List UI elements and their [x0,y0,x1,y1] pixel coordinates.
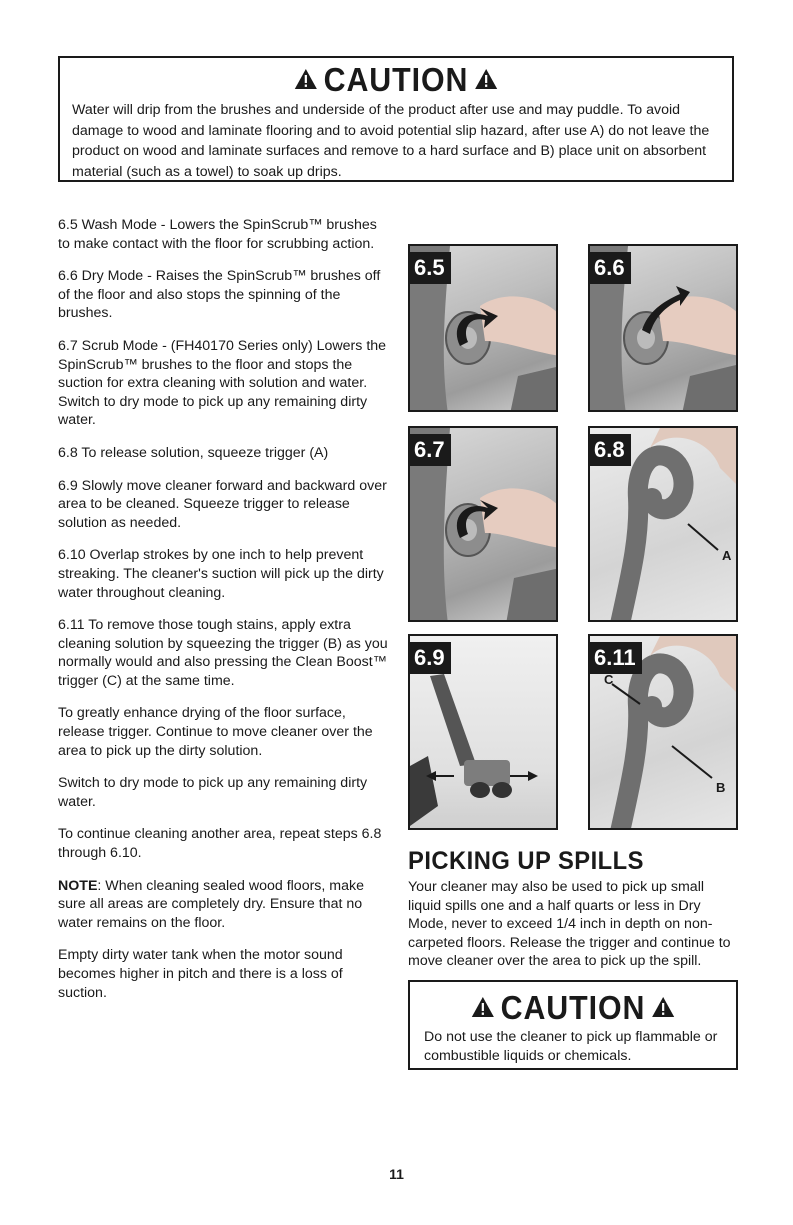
caution-box-top [58,56,734,182]
step-6-6: 6.6 Dry Mode - Raises the SpinScrub™ brushes off of the floor and also stops the spinning of the brushes. [58,268,381,322]
continue-tip: To continue cleaning another area, repeat steps 6.8 through 6.10. [58,826,382,862]
caution-heading [98,60,694,100]
spills-body-text: Your cleaner may also be used to pick up small liquid spills one and a half quarts or less in Dry Mode, never to exceed 1/4 inch in depth on non-carpeted floors. Release the trigger and continue to move cleaner over the area to pick up the spill. [408,879,731,970]
figure-6-7 [408,426,558,622]
figure-label: 6.11 [588,642,642,674]
drying-tip: To greatly enhance drying of the floor surface, release trigger. Continue to move cleaner over the area to pick up the dirty solution. [58,705,373,759]
step-6-9: 6.9 Slowly move cleaner forward and backward over area to be cleaned. Squeeze trigger to release solution as needed. [58,477,387,531]
figure-6-11 [588,634,738,830]
note-text: : When cleaning sealed wood floors, make sure all areas are completely dry. Ensure that no water remains on the floor. [58,877,364,931]
page-number: 11 [389,1166,404,1182]
caution-box-bottom [408,980,738,1070]
figure-label: 6.8 [588,434,631,466]
figure-label: 6.9 [408,642,451,674]
figure-6-6 [588,244,738,412]
figure-label: 6.5 [408,252,451,284]
figure-label: 6.7 [408,434,451,466]
caution-body-text: Water will drip from the brushes and underside of the product after use and may puddle. To avoid damage to wood and laminate flooring and to avoid potential slip hazard, after use A) do not leave the product on wood and laminate surfaces and remove to a hard surface and B) place unit on absorbent material (such as a towel) to soak up drips. [72,102,710,180]
step-6-8: 6.8 To release solution, squeeze trigger (A) [58,444,329,461]
callout-c: C [604,672,614,687]
figure-label: 6.6 [588,252,631,284]
note-paragraph [58,877,390,933]
warning-triangle-icon [474,68,498,90]
caution-title-text: CAUTION [323,61,469,98]
callout-a: A [722,548,732,563]
caution-title-text: CAUTION [500,989,646,1026]
figure-6-5 [408,244,558,412]
step-6-10: 6.10 Overlap strokes by one inch to help prevent streaking. The cleaner's suction will pick up the dirty water throughout cleaning. [58,547,384,601]
step-6-11: 6.11 To remove those tough stains, apply extra cleaning solution by squeezing the trigger (B) as you normally would and also pressing the Clean Boost™ trigger (C) at the same time. [58,617,388,689]
warning-triangle-icon [651,996,675,1018]
empty-tank-paragraph: Empty dirty water tank when the motor sound becomes higher in pitch and there is a loss of suction. [58,947,343,1001]
step-6-5: 6.5 Wash Mode - Lowers the SpinScrub™ brushes to make contact with the floor for scrubbing action. [58,217,377,252]
warning-triangle-icon [471,996,495,1018]
spills-heading: PICKING UP SPILLS [408,847,644,875]
figure-6-8 [588,426,738,622]
dry-mode-tip: Switch to dry mode to pick up any remaining dirty water. [58,775,368,810]
warning-triangle-icon [294,68,318,90]
caution-body-text: Do not use the cleaner to pick up flammable or combustible liquids or chemicals. [424,1029,718,1064]
figure-6-9 [408,634,558,830]
callout-b: B [716,780,726,795]
instructions-column [58,216,390,1016]
caution-heading [436,988,710,1028]
note-label: NOTE [58,877,98,894]
step-6-7: 6.7 Scrub Mode - (FH40170 Series only) Lowers the SpinScrub™ brushes to the floor and stops the suction for extra cleaning with solution and water. Switch to dry mode to pick up any remaining dirty water. [58,337,387,429]
